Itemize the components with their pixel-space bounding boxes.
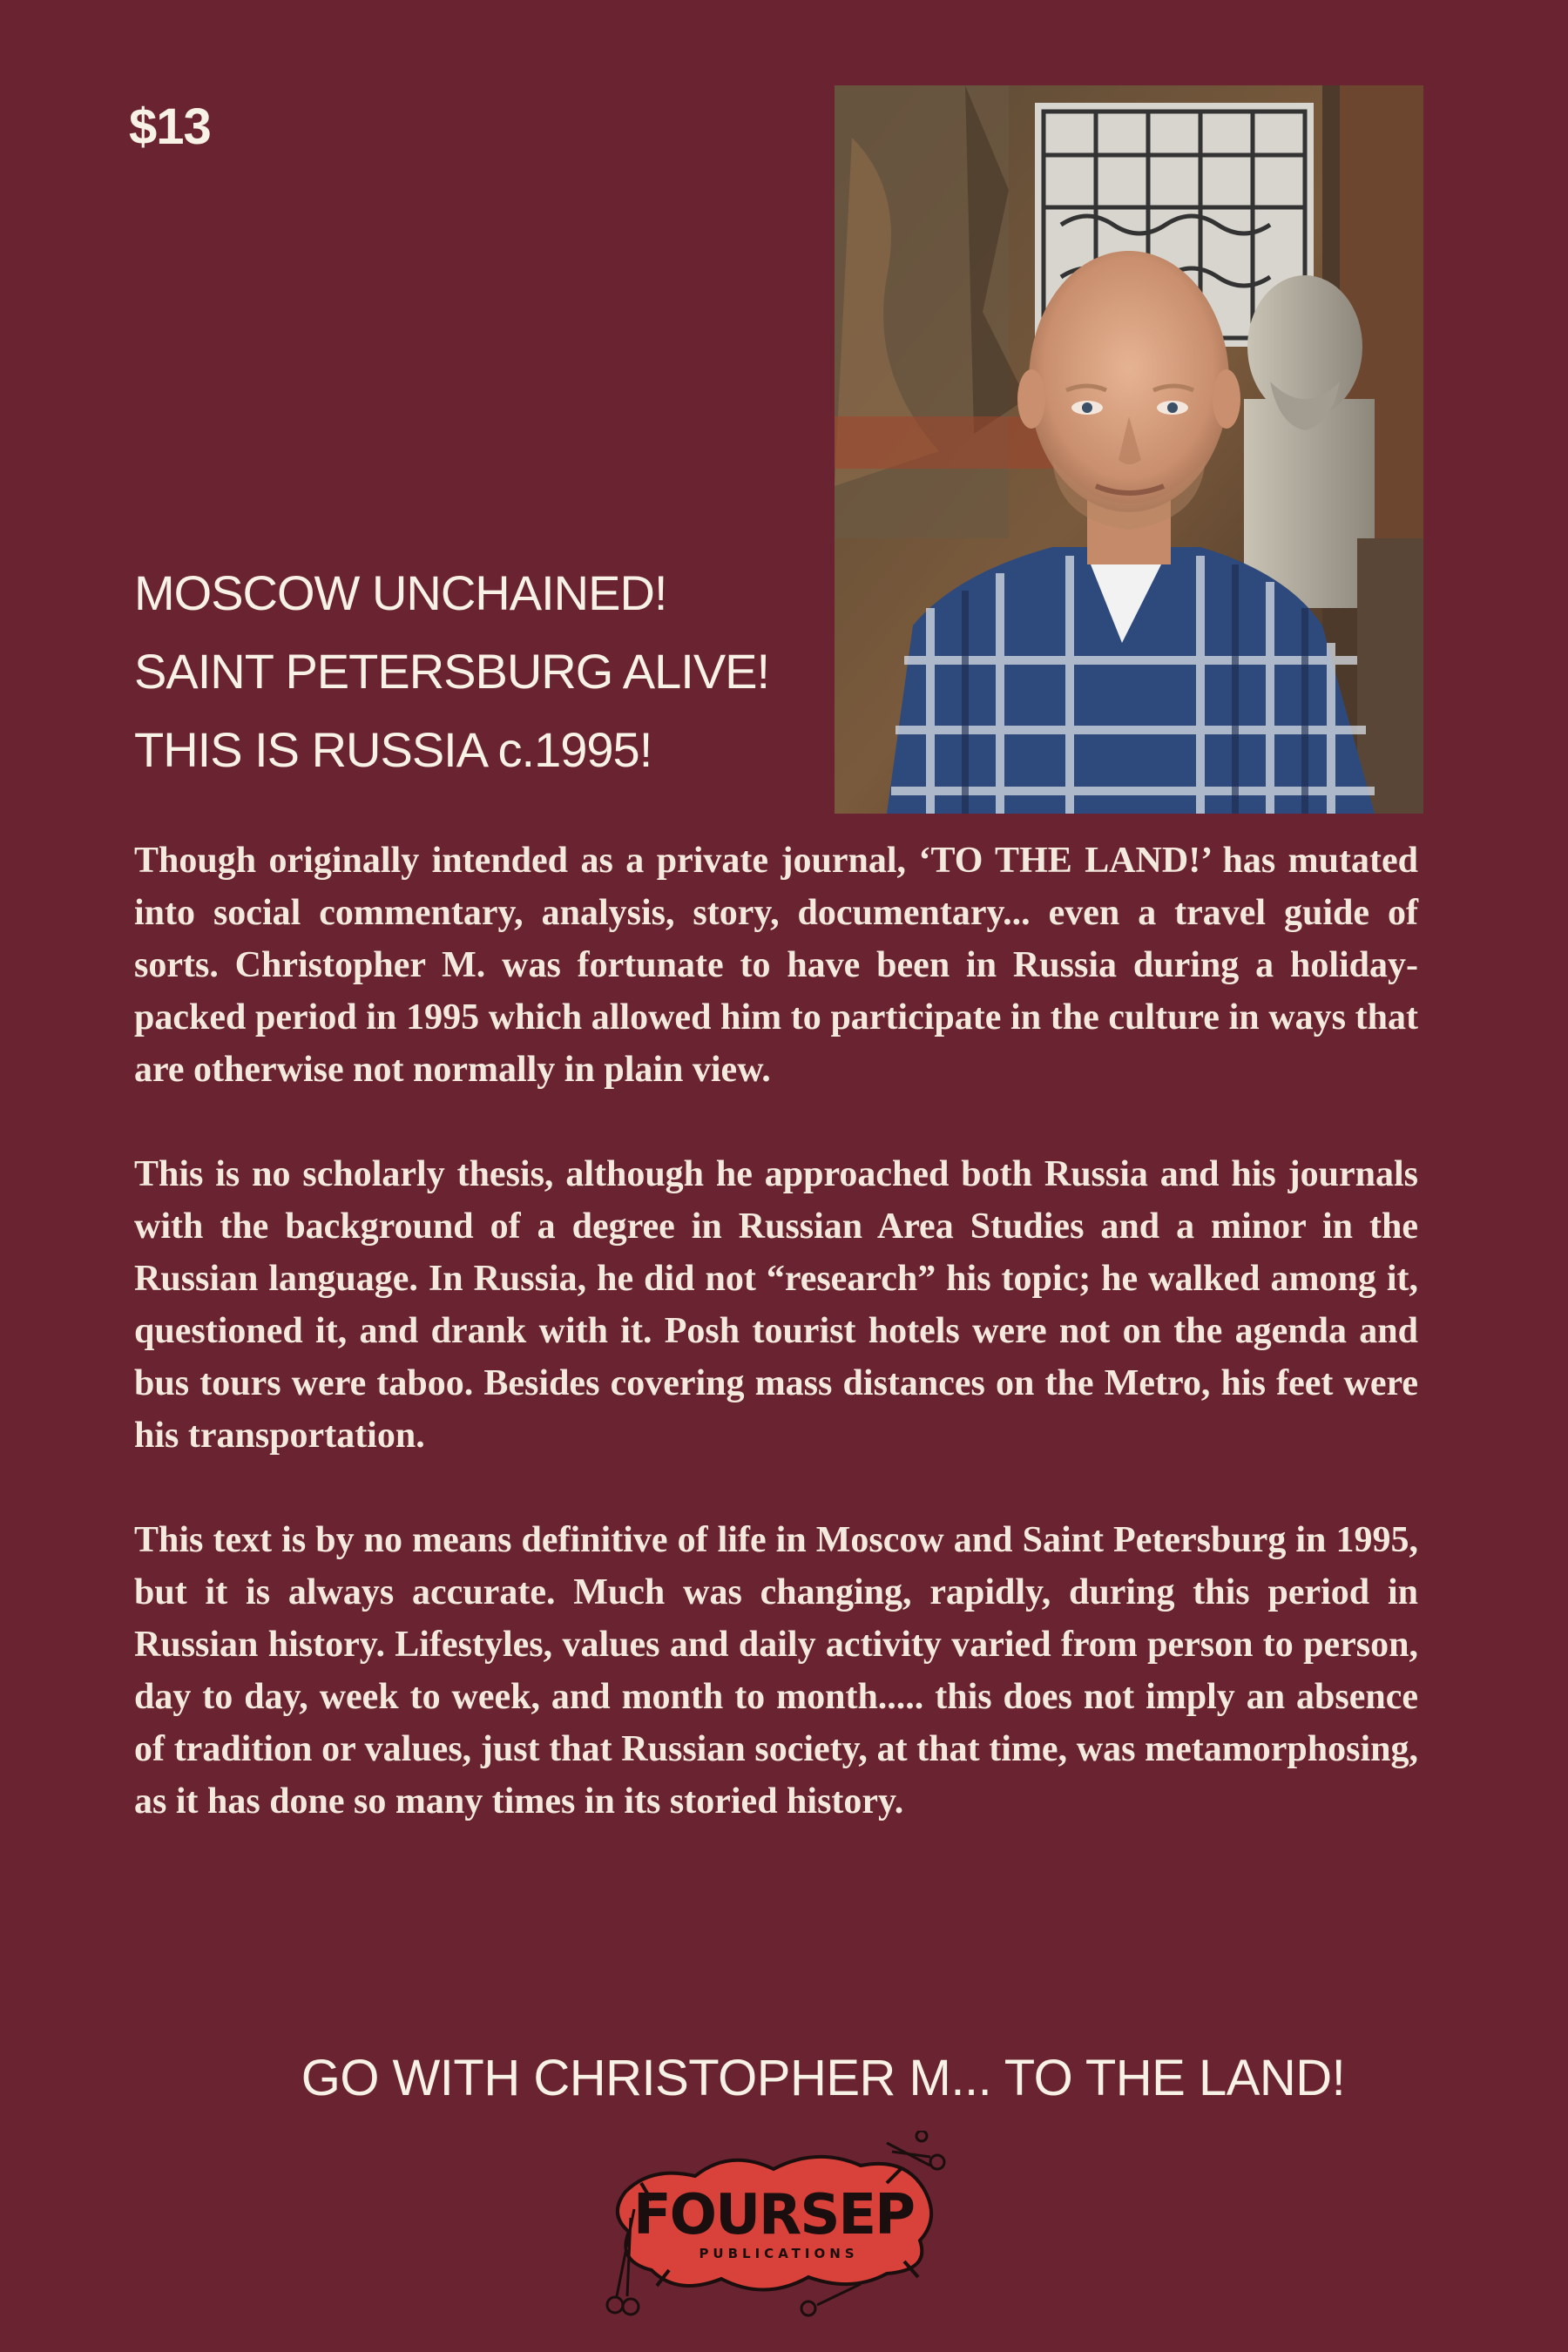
price-label: $13 [129, 98, 211, 155]
headlines [134, 554, 822, 789]
author-photo [835, 85, 1423, 814]
headline-russia-1995: THIS IS RUSSIA c.1995! [134, 722, 652, 777]
description-paragraph-1: Though originally intended as a private journal, ‘TO THE LAND!’ has mutated into social commentary, analysis, story, documentary... even a travel guide of sorts. Christopher M. was fortunate to have been in Russia during a holiday-packed period in 1995 which allowed him to participate in the culture in ways that are otherwise not normally in plain view. [134, 841, 1418, 1090]
headline-saint-petersburg: SAINT PETERSBURG ALIVE! [134, 644, 770, 699]
headline-moscow: MOSCOW UNCHAINED! [134, 565, 667, 620]
logo-name: FOURSEP [632, 2183, 915, 2247]
description-paragraph-2: This is no scholarly thesis, although he approached both Russia and his journals with the background of a degree in Russian Area Studies and a minor in the Russian language. In Russia, he did not “research” his topic; he walked among it, questioned it, and drank with it. Posh tourist hotels were not on the agenda and bus tours were taboo. Besides covering mass distances on the Metro, his feet were his transportation. [134, 1154, 1418, 1456]
logo-subtitle: PUBLICATIONS [699, 2246, 859, 2261]
book-description [134, 835, 1418, 1880]
description-paragraph-3: This text is by no means definitive of life in Moscow and Saint Petersburg in 1995, but it is always accurate. Much was changing, rapidly, during this period in Russian history. Lifestyles, values and daily activity varied from person to person, day to day, week to week, and month to month..... this does not imply an absence of tradition or values, just that Russian society, at that time, was metamorphosing, as it has done so many times in its storied history. [134, 1520, 1418, 1821]
publisher-logo [599, 2131, 948, 2322]
tagline: GO WITH CHRISTOPHER M... TO THE LAND! [301, 2050, 1346, 2106]
